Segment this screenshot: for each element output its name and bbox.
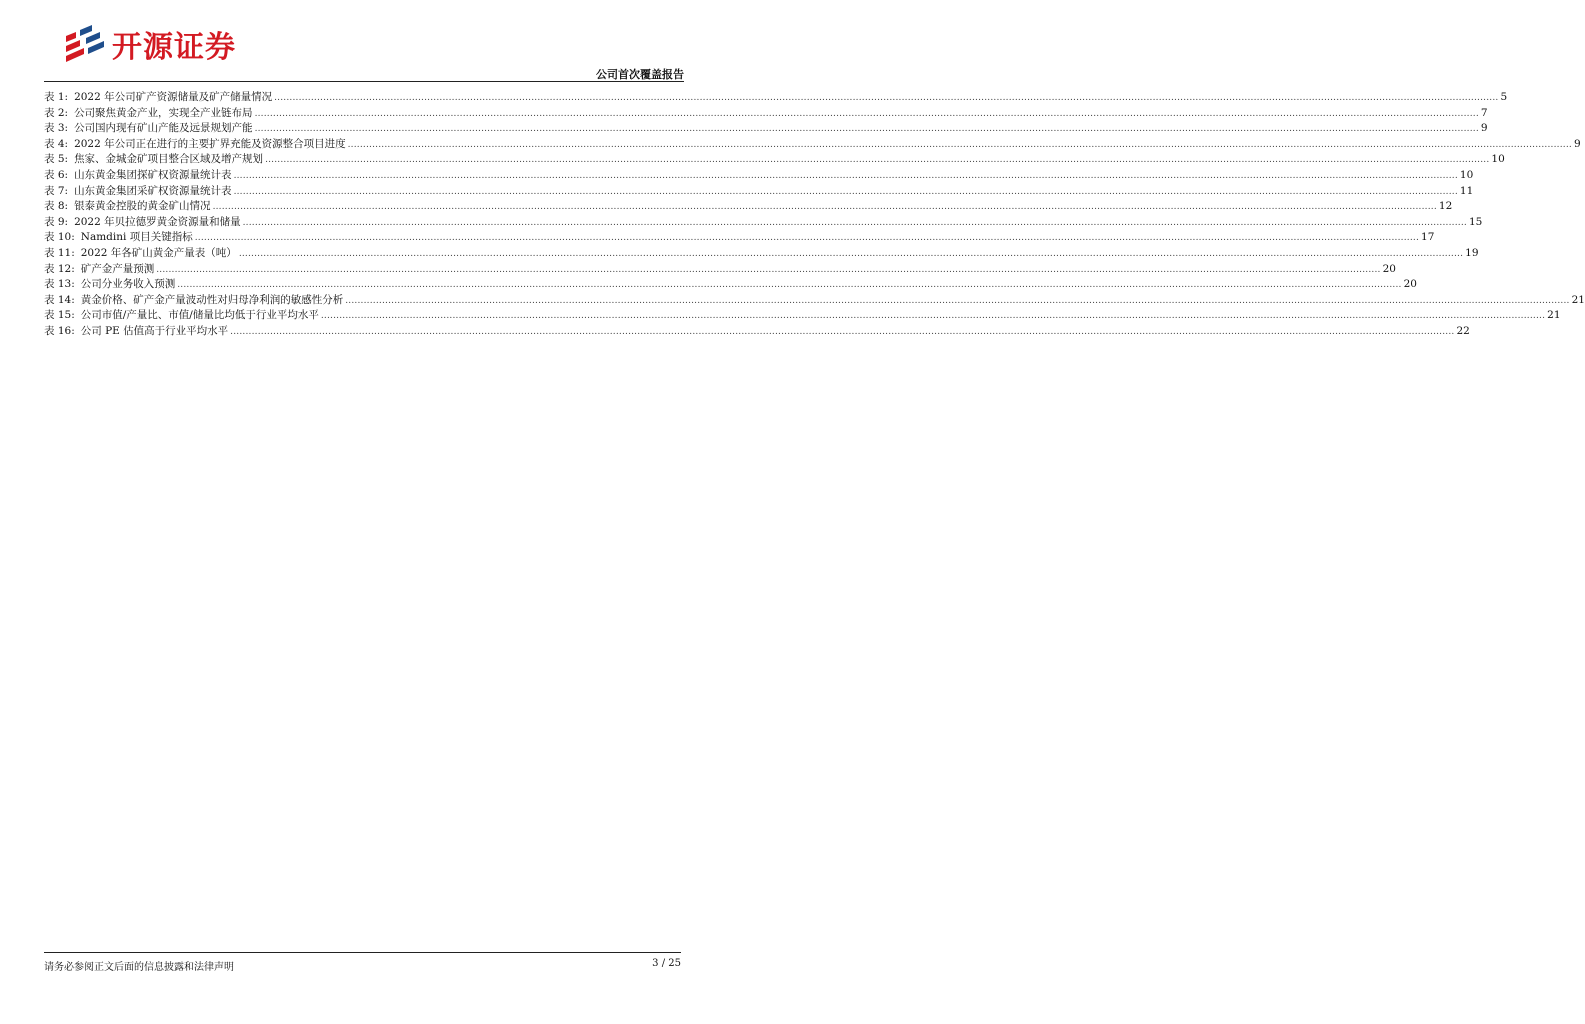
toc-leader-dots: ................................................................................................................................................................................................................................................................................................................................................................................................................ bbox=[320, 311, 1546, 322]
toc-entry-title: 公司国内现有矿山产能及远景规划产能 bbox=[74, 122, 253, 135]
toc-entry-label: 表 16: bbox=[44, 324, 75, 337]
toc-entry[interactable] bbox=[44, 215, 1483, 231]
toc-entry[interactable] bbox=[44, 152, 1505, 168]
toc-entry-label: 表 12: bbox=[44, 262, 75, 275]
brand-logo-icon bbox=[62, 22, 106, 66]
toc-entry[interactable] bbox=[44, 230, 1435, 246]
toc-entry[interactable] bbox=[44, 293, 1585, 309]
toc-entry-title: 2022 年公司矿产资源储量及矿产储量情况 bbox=[74, 91, 273, 103]
toc-entry[interactable] bbox=[44, 262, 1396, 278]
toc-leader-dots: ................................................................................................................................................................................................................................................................................................................................................................................................................ bbox=[274, 93, 1499, 103]
toc-entry-title: 黄金价格、矿产金产量波动性对归母净利润的敏感性分析 bbox=[80, 293, 344, 306]
toc-entry-title: 公司聚焦黄金产业，实现全产业链布局 bbox=[74, 106, 253, 119]
table-of-tables bbox=[44, 90, 1585, 340]
toc-entry[interactable] bbox=[44, 121, 1488, 137]
toc-entry-title: 矿产金产量预测 bbox=[80, 262, 155, 275]
toc-entry-label: 表 15: bbox=[44, 309, 75, 322]
brand-name: 开源证券 bbox=[112, 30, 236, 65]
report-type: 公司首次覆盖报告 bbox=[596, 68, 684, 81]
toc-entry-page: 20 bbox=[1382, 262, 1396, 275]
toc-leader-dots: ................................................................................................................................................................................................................................................................................................................................................................................................................ bbox=[194, 233, 1420, 244]
toc-entry-title: 2022 年各矿山黄金产量表（吨） bbox=[80, 246, 237, 259]
toc-entry-title: 公司市值/产量比、市值/储量比均低于行业平均水平 bbox=[80, 309, 319, 322]
toc-entry-page: 15 bbox=[1468, 215, 1483, 228]
toc-entry-label: 表 6: bbox=[44, 168, 69, 181]
toc-leader-dots: ................................................................................................................................................................................................................................................................................................................................................................................................................ bbox=[238, 248, 1464, 259]
toc-entry[interactable] bbox=[44, 106, 1488, 122]
toc-entry-label: 表 13: bbox=[44, 278, 75, 291]
toc-leader-dots: ................................................................................................................................................................................................................................................................................................................................................................................................................ bbox=[347, 139, 1572, 150]
toc-entry-page: 21 bbox=[1571, 293, 1585, 306]
toc-entry-label: 表 8: bbox=[44, 200, 69, 213]
toc-entry-page: 11 bbox=[1459, 184, 1474, 197]
toc-leader-dots: ................................................................................................................................................................................................................................................................................................................................................................................................................ bbox=[242, 217, 1467, 228]
toc-entry-label: 表 7: bbox=[44, 184, 69, 197]
page-number: 3 / 25 bbox=[652, 958, 681, 969]
toc-entry-title: 2022 年贝拉德罗黄金资源量和储量 bbox=[74, 215, 241, 228]
toc-entry-label: 表 4: bbox=[44, 137, 69, 150]
toc-entry-label: 表 3: bbox=[44, 122, 69, 135]
toc-entry-page: 7 bbox=[1480, 106, 1488, 119]
toc-entry-label: 表 14: bbox=[44, 293, 75, 306]
toc-entry-page: 5 bbox=[1500, 91, 1508, 103]
toc-leader-dots: ................................................................................................................................................................................................................................................................................................................................................................................................................ bbox=[230, 326, 1455, 337]
toc-entry[interactable] bbox=[44, 308, 1561, 324]
toc-entry[interactable] bbox=[44, 246, 1479, 262]
toc-entry[interactable] bbox=[44, 324, 1470, 340]
toc-entry-page: 9 bbox=[1480, 122, 1488, 135]
toc-entry-label: 表 2: bbox=[44, 106, 69, 119]
toc-entry-page: 22 bbox=[1456, 324, 1470, 337]
toc-leader-dots: ................................................................................................................................................................................................................................................................................................................................................................................................................ bbox=[156, 264, 1381, 275]
toc-entry[interactable] bbox=[44, 277, 1417, 293]
toc-entry-title: 银泰黄金控股的黄金矿山情况 bbox=[74, 200, 211, 213]
toc-entry-title: 公司分业务收入预测 bbox=[80, 278, 176, 291]
toc-entry-label: 表 9: bbox=[44, 215, 69, 228]
toc-leader-dots: ................................................................................................................................................................................................................................................................................................................................................................................................................ bbox=[212, 202, 1437, 213]
toc-entry-page: 17 bbox=[1421, 231, 1435, 244]
toc-entry[interactable] bbox=[44, 137, 1581, 153]
toc-entry-title: 山东黄金集团探矿权资源量统计表 bbox=[74, 168, 232, 181]
page-footer bbox=[44, 952, 681, 973]
toc-leader-dots: ................................................................................................................................................................................................................................................................................................................................................................................................................ bbox=[177, 280, 1402, 291]
toc-entry-label: 表 11: bbox=[44, 246, 75, 259]
toc-entry-title: 焦家、金城金矿项目整合区域及增产规划 bbox=[74, 153, 264, 166]
toc-leader-dots: ................................................................................................................................................................................................................................................................................................................................................................................................................ bbox=[345, 295, 1570, 306]
toc-leader-dots: ................................................................................................................................................................................................................................................................................................................................................................................................................ bbox=[265, 155, 1490, 166]
toc-entry[interactable] bbox=[44, 90, 1508, 106]
toc-entry[interactable] bbox=[44, 184, 1474, 200]
toc-entry-title: 公司 PE 估值高于行业平均水平 bbox=[80, 324, 229, 337]
toc-entry[interactable] bbox=[44, 199, 1453, 215]
toc-leader-dots: ................................................................................................................................................................................................................................................................................................................................................................................................................ bbox=[233, 170, 1458, 181]
toc-entry-page: 12 bbox=[1438, 200, 1453, 213]
toc-entry-title: 山东黄金集团采矿权资源量统计表 bbox=[74, 184, 232, 197]
toc-entry-page: 20 bbox=[1403, 278, 1417, 291]
toc-entry-page: 19 bbox=[1465, 246, 1479, 259]
toc-leader-dots: ................................................................................................................................................................................................................................................................................................................................................................................................................ bbox=[254, 124, 1479, 135]
toc-entry-page: 21 bbox=[1547, 309, 1561, 322]
page-header bbox=[44, 22, 684, 82]
toc-leader-dots: ................................................................................................................................................................................................................................................................................................................................................................................................................ bbox=[254, 108, 1479, 119]
footer-divider bbox=[44, 952, 681, 953]
toc-entry-label: 表 1: bbox=[44, 91, 69, 103]
toc-entry[interactable] bbox=[44, 168, 1474, 184]
toc-entry-page: 10 bbox=[1459, 168, 1474, 181]
toc-entry-page: 10 bbox=[1491, 153, 1505, 166]
toc-entry-title: 2022 年公司正在进行的主要扩界充能及资源整合项目进度 bbox=[74, 137, 346, 150]
footer-disclaimer: 请务必参阅正文后面的信息披露和法律声明 bbox=[44, 962, 234, 973]
toc-entry-label: 表 10: bbox=[44, 231, 75, 244]
toc-entry-label: 表 5: bbox=[44, 153, 69, 166]
toc-entry-title: Namdini 项目关键指标 bbox=[80, 231, 193, 244]
toc-entry-page: 9 bbox=[1573, 137, 1581, 150]
header-divider bbox=[44, 81, 684, 82]
brand-logo bbox=[62, 22, 236, 66]
toc-leader-dots: ................................................................................................................................................................................................................................................................................................................................................................................................................ bbox=[233, 186, 1458, 197]
